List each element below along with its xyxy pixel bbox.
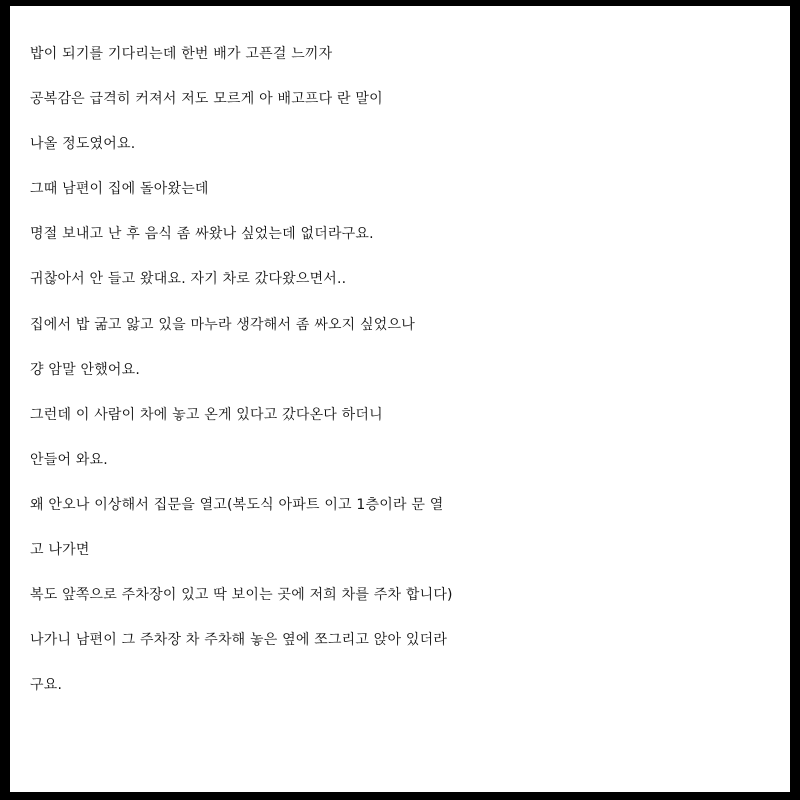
text-line-8: 걍 암말 안했어요. [30,361,141,378]
text-line-13: 복도 앞쪽으로 주차장이 있고 딱 보이는 곳에 저희 차를 주차 합니다) [30,587,453,604]
text-line-6: 귀찮아서 안 들고 왔대요. 자기 차로 갔다왔으면서.. [30,271,347,288]
text-line-3: 나올 정도였어요. [30,136,136,153]
text-line-12: 고 나가면 [30,542,90,559]
text-line-4: 그때 남편이 집에 돌아왔는데 [30,181,209,198]
text-block [30,32,786,708]
text-line-15: 구요. [30,677,63,694]
text-line-5: 명절 보내고 난 후 음식 좀 싸왔나 싶었는데 없더라구요. [30,226,374,243]
document-page [10,6,790,792]
text-line-9: 그런데 이 사람이 차에 놓고 온게 있다고 갔다온다 하더니 [30,406,383,423]
text-line-2: 공복감은 급격히 커져서 저도 모르게 아 배고프다 란 말이 [30,91,383,108]
text-line-1: 밥이 되기를 기다리는데 한번 배가 고픈걸 느끼자 [30,46,333,62]
text-line-11: 왜 안오나 이상해서 집문을 열고(복도식 아파트 이고 1층이라 문 열 [30,496,444,513]
text-line-14: 나가니 남편이 그 주차장 차 주차해 놓은 옆에 쪼그리고 앉아 있더라 [30,632,448,649]
text-line-10: 안들어 와요. [30,451,108,468]
text-line-7: 집에서 밥 굶고 앓고 있을 마누라 생각해서 좀 싸오지 싶었으나 [30,316,415,333]
